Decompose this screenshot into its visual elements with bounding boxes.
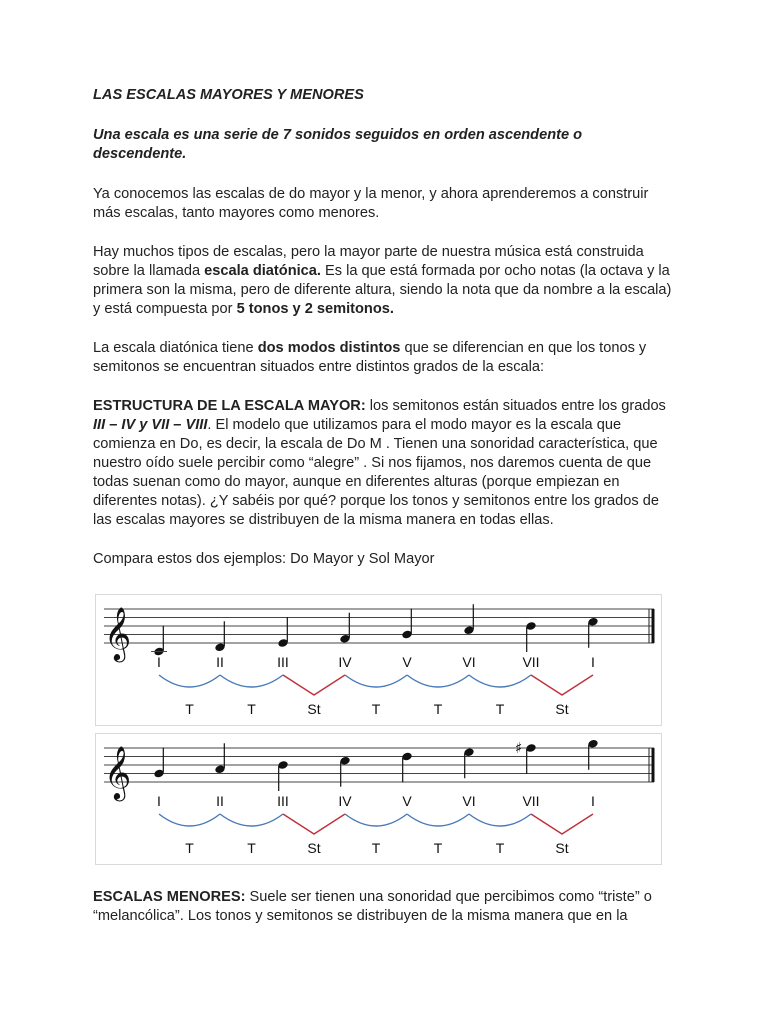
scale-degree-label: VI	[462, 793, 476, 809]
interval-label: T	[371, 701, 381, 717]
interval-label: T	[247, 701, 256, 717]
interval-label: T	[495, 840, 505, 856]
interval-label: St	[555, 840, 569, 856]
paragraph-3-text-a: La escala diatónica tiene	[93, 340, 258, 356]
treble-clef-icon: 𝄞	[104, 606, 132, 660]
interval-label: St	[307, 701, 321, 717]
paragraph-3-bold: dos modos distintos	[257, 340, 401, 356]
sharp-icon: ♯	[515, 739, 523, 757]
paragraph-3-text-c: que se diferencian en que los tonos y semitonos se encuentran situados entre distintos grados de la escala:	[93, 340, 647, 375]
tone-arc	[345, 675, 407, 687]
sol-mayor-staff-figure	[95, 733, 662, 865]
paragraph-2-text-a: Hay muchos tipos de escalas, pero la mayor parte de nuestra música está construida sobre la llamada	[93, 244, 644, 279]
scale-degree-label: V	[402, 654, 412, 670]
paragraph-1: Ya conocemos las escalas de do mayor y la menor, y ahora aprenderemos a construir más escalas, tanto mayores como menores.	[93, 186, 649, 221]
tone-arc	[345, 814, 407, 826]
do-mayor-staff	[96, 595, 661, 725]
scale-degree-label: II	[216, 793, 224, 809]
major-structure-text-b: los semitonos están situados entre los grados	[365, 398, 666, 414]
tone-arc	[469, 814, 531, 826]
do-mayor-staff-figure	[95, 594, 662, 726]
major-structure-heading: ESTRUCTURA DE LA ESCALA MAYOR:	[93, 398, 366, 414]
semitone-arc	[283, 675, 345, 695]
major-structure-text-d: . El modelo que utilizamos para el modo mayor es la escala que comienza en Do, es decir, la escala de Do M . Tienen una sonoridad característica, que nuestro oído suele percibir como “alegre” . Si nos fijamos, nos daremos cuenta de que todas suenan como do mayor, aunque en diferentes alturas (porque empiezan en diferentes notas). ¿Y sabéis por qué? porque los tonos y semitonos entre los grados de las escalas mayores se distribuyen de la misma manera en todas ellas.	[93, 417, 659, 528]
interval-label: St	[307, 840, 321, 856]
scale-degree-label: IV	[338, 654, 352, 670]
semitone-arc	[283, 814, 345, 834]
tone-arc	[407, 814, 469, 826]
major-structure-grades: III – IV y VII – VIII	[93, 417, 208, 433]
scale-degree-label: I	[591, 793, 595, 809]
interval-label: T	[433, 840, 443, 856]
scale-degree-label: VI	[462, 654, 476, 670]
paragraph-2-bold-tones: 5 tonos y 2 semitonos.	[236, 301, 394, 317]
paragraph-3	[93, 339, 673, 377]
paragraph-minor-scales	[93, 888, 683, 926]
intro-definition: Una escala es una serie de 7 sonidos seguidos en orden ascendente o descendente.	[93, 127, 583, 162]
interval-label: T	[433, 701, 443, 717]
paragraph-major-structure	[93, 397, 673, 530]
tone-arc	[220, 814, 283, 826]
tone-arc	[469, 675, 531, 687]
interval-label: T	[247, 840, 256, 856]
scale-degree-label: I	[157, 793, 161, 809]
scale-degree-label: VII	[522, 793, 540, 809]
scale-degree-label: V	[402, 793, 412, 809]
scale-degree-label: I	[591, 654, 595, 670]
minor-scales-heading: ESCALAS MENORES:	[93, 889, 246, 905]
treble-clef-icon: 𝄞	[104, 745, 132, 799]
scale-degree-label: III	[277, 793, 289, 809]
tone-arc	[220, 675, 283, 687]
page-title: LAS ESCALAS MAYORES Y MENORES	[93, 87, 364, 103]
paragraph-2	[93, 243, 673, 319]
interval-label: T	[495, 701, 505, 717]
paragraph-2-text-c: Es la que está formada por ocho notas (la octava y la primera son la misma, pero de diferente altura, siendo la nota que da nombre a la escala) y está compuesta por	[93, 263, 672, 317]
tone-arc	[159, 814, 220, 826]
minor-scales-text: Suele ser tienen una sonoridad que percibimos como “triste” o “melancólica”. Los tonos y semitonos se distribuyen de la misma manera que en la	[93, 889, 652, 924]
interval-label: T	[185, 701, 194, 717]
scale-degree-label: VII	[522, 654, 540, 670]
paragraph-compare: Compara estos dos ejemplos: Do Mayor y Sol Mayor	[93, 551, 435, 567]
interval-label: T	[185, 840, 194, 856]
scale-degree-label: I	[157, 654, 161, 670]
scale-degree-label: IV	[338, 793, 352, 809]
document-body	[93, 86, 673, 569]
interval-label: St	[555, 701, 569, 717]
sol-mayor-staff	[96, 734, 661, 864]
semitone-arc	[531, 814, 593, 834]
scale-degree-label: II	[216, 654, 224, 670]
tone-arc	[407, 675, 469, 687]
semitone-arc	[531, 675, 593, 695]
scale-degree-label: III	[277, 654, 289, 670]
paragraph-2-bold-diatonic: escala diatónica.	[204, 263, 321, 279]
interval-label: T	[371, 840, 381, 856]
tone-arc	[159, 675, 220, 687]
